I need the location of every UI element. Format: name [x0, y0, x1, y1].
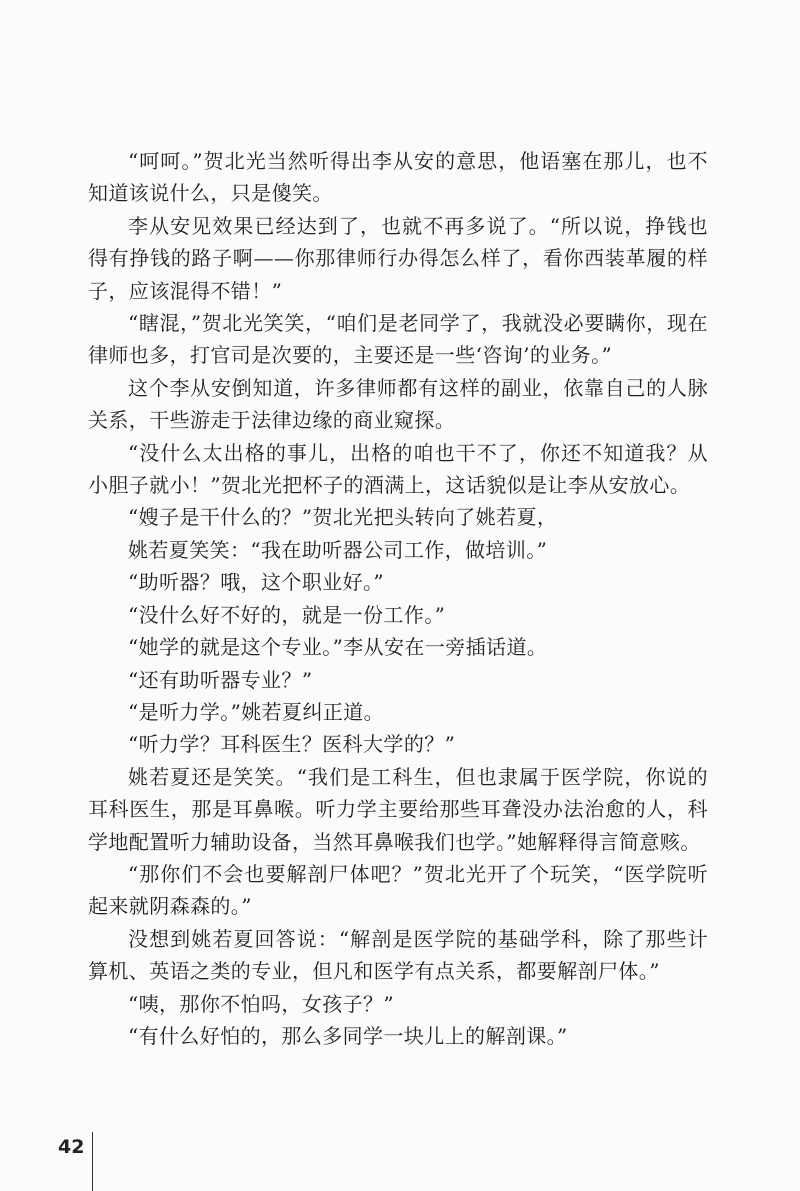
paragraph: “那你们不会也要解剖尸体吧？”贺北光开了个玩笑，“医学院听起来就阴森森的。”	[88, 861, 708, 919]
paragraph: “还有助听器专业？”	[128, 667, 313, 692]
paragraph: 没想到姚若夏回答说：“解剖是医学院的基础学科，除了那些计算机、英语之类的专业，但凡和医学有点关系，都要解剖尸体。”	[88, 926, 708, 984]
paragraph: 这个李从安倒知道，许多律师都有这样的副业，依靠自己的人脉关系，干些游走于法律边缘的商业窥探。	[88, 375, 708, 433]
margin-rule	[92, 1132, 93, 1191]
body-text	[88, 145, 708, 1052]
paragraph: “是听力学。”姚若夏纠正道。	[128, 699, 385, 724]
paragraph: 李从安见效果已经达到了，也就不再多说了。“所以说，挣钱也得有挣钱的路子啊——你那律师行办得怎么样了，看你西装革履的样子，应该混得不错！”	[88, 213, 708, 303]
paragraph: “没什么太出格的事儿，出格的咱也干不了，你还不知道我？从小胆子就小！”贺北光把杯子的酒满上，这话貌似是让李从安放心。	[88, 440, 708, 498]
paragraph: 姚若夏笑笑：“我在助听器公司工作，做培训。”	[128, 537, 548, 562]
paragraph: “呵呵。”贺北光当然听得出李从安的意思，他语塞在那儿，也不知道该说什么，只是傻笑。	[88, 149, 708, 206]
paragraph: “没什么好不好的，就是一份工作。”	[128, 602, 446, 627]
paragraph: 姚若夏还是笑笑。“我们是工科生，但也隶属于医学院，你说的耳科医生，那是耳鼻喉。听力学主要给那些耳聋没办法治愈的人，科学地配置听力辅助设备，当然耳鼻喉我们也学。”她解释得言简意赅。	[88, 764, 708, 854]
paragraph: “她学的就是这个专业。”李从安在一旁插话道。	[128, 635, 548, 660]
paragraph: “咦，那你不怕吗，女孩子？”	[128, 991, 395, 1016]
paragraph: “嫂子是干什么的？”贺北光把头转向了姚若夏，	[128, 505, 558, 530]
paragraph: “助听器？哦，这个职业好。”	[128, 570, 385, 595]
page-number: 42	[58, 1136, 85, 1158]
paragraph: “有什么好怕的，那么多同学一块儿上的解剖课。”	[128, 1023, 568, 1048]
paragraph: “瞎混，”贺北光笑笑，“咱们是老同学了，我就没必要瞒你，现在律师也多，打官司是次要的，主要还是一些‘咨询’的业务。”	[88, 311, 708, 368]
paragraph: “听力学？耳科医生？医科大学的？”	[128, 732, 456, 757]
